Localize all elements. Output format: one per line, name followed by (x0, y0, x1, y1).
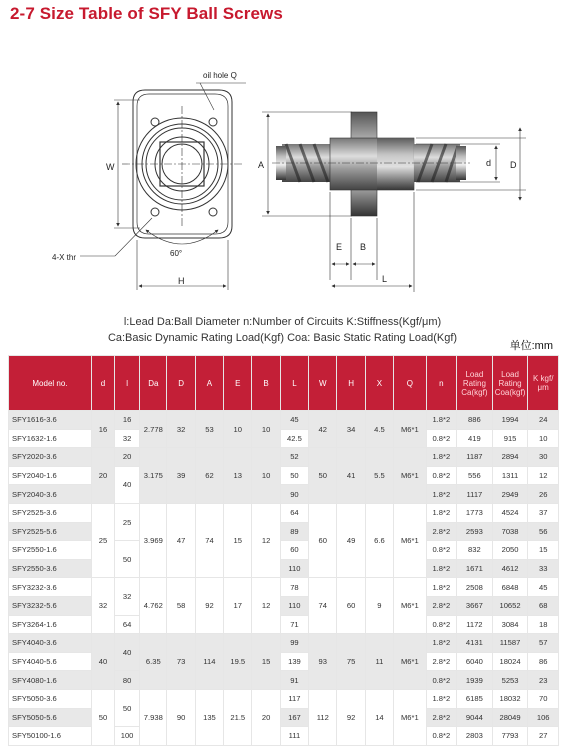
cell-L: 167 (280, 708, 308, 727)
thread-label: 4-X thr (52, 253, 77, 262)
cell-coa: 7793 (492, 727, 528, 746)
cell-ca: 1939 (457, 671, 493, 690)
cell-n: 0.8*2 (426, 541, 456, 560)
cell-n: 0.8*2 (426, 671, 456, 690)
col-coa: Load Rating Coa(kgf) (492, 356, 528, 411)
cell-ca: 1773 (457, 503, 493, 522)
cell-A: 114 (195, 634, 223, 690)
cell-H: 92 (337, 689, 365, 745)
cell-coa: 4524 (492, 503, 528, 522)
cell-ca: 886 (457, 411, 493, 430)
cell-Da: 7.938 (140, 689, 167, 745)
size-table (8, 355, 559, 746)
cell-ca: 2508 (457, 578, 493, 597)
front-view (80, 83, 246, 290)
cell-L: 64 (280, 503, 308, 522)
cell-k: 27 (528, 727, 559, 746)
cell-coa: 18032 (492, 689, 528, 708)
cell-ca: 6185 (457, 689, 493, 708)
cell-k: 45 (528, 578, 559, 597)
cell-Da: 6.35 (140, 634, 167, 690)
cell-ca: 1187 (457, 448, 493, 467)
cell-d: 20 (91, 448, 114, 504)
cell-L: 90 (280, 485, 308, 504)
cell-coa: 5253 (492, 671, 528, 690)
table-row (9, 615, 559, 634)
cell-Q: M6*1 (394, 503, 427, 577)
cell-coa: 915 (492, 429, 528, 448)
cell-H: 60 (337, 578, 365, 634)
cell-A: 135 (195, 689, 223, 745)
cell-k: 68 (528, 596, 559, 615)
table-row (9, 503, 559, 522)
cell-d: 50 (91, 689, 114, 745)
cell-X: 5.5 (365, 448, 393, 504)
dim-e-label: E (336, 242, 343, 252)
col-n: n (426, 356, 456, 411)
cell-model: SFY2550-3.6 (9, 559, 92, 578)
cell-Da: 2.778 (140, 411, 167, 448)
cell-ca: 1172 (457, 615, 493, 634)
cell-X: 6.6 (365, 503, 393, 577)
cell-Da: 3.969 (140, 503, 167, 577)
cell-n: 2.8*2 (426, 596, 456, 615)
side-view (272, 112, 470, 216)
cell-H: 34 (337, 411, 365, 448)
cell-k: 15 (528, 541, 559, 560)
table-row (9, 541, 559, 560)
cell-L: 71 (280, 615, 308, 634)
cell-D: 32 (167, 411, 195, 448)
cell-W: 60 (309, 503, 337, 577)
cell-ca: 2803 (457, 727, 493, 746)
cell-D: 39 (167, 448, 195, 504)
cell-k: 10 (528, 429, 559, 448)
cell-L: 110 (280, 559, 308, 578)
col-L: L (280, 356, 308, 411)
cell-X: 11 (365, 634, 393, 690)
cell-A: 62 (195, 448, 223, 504)
cell-n: 0.8*2 (426, 615, 456, 634)
cell-model: SFY3264-1.6 (9, 615, 92, 634)
cell-H: 75 (337, 634, 365, 690)
cell-n: 1.8*2 (426, 559, 456, 578)
cell-n: 0.8*2 (426, 429, 456, 448)
cell-B: 10 (252, 448, 280, 504)
cell-model: SFY5050-3.6 (9, 689, 92, 708)
cell-L: 117 (280, 689, 308, 708)
col-X: X (365, 356, 393, 411)
col-d: d (91, 356, 114, 411)
cell-model: SFY4080-1.6 (9, 671, 92, 690)
cell-ca: 2593 (457, 522, 493, 541)
table-row (9, 429, 559, 448)
cell-lead: 32 (114, 578, 139, 615)
angle-label: 60° (170, 249, 183, 258)
col-Q: Q (394, 356, 427, 411)
cell-L: 110 (280, 596, 308, 615)
cell-n: 2.8*2 (426, 708, 456, 727)
cell-coa: 11587 (492, 634, 528, 653)
cell-E: 17 (224, 578, 252, 634)
cell-n: 2.8*2 (426, 522, 456, 541)
cell-k: 12 (528, 466, 559, 485)
cell-W: 74 (309, 578, 337, 634)
cell-n: 2.8*2 (426, 652, 456, 671)
cell-A: 92 (195, 578, 223, 634)
table-row (9, 689, 559, 708)
table-row (9, 578, 559, 597)
unit-label: 单位:mm (509, 340, 553, 352)
cell-d: 40 (91, 634, 114, 690)
cell-D: 47 (167, 503, 195, 577)
cell-E: 15 (224, 503, 252, 577)
cell-model: SFY2020-3.6 (9, 448, 92, 467)
cell-L: 60 (280, 541, 308, 560)
cell-L: 91 (280, 671, 308, 690)
dim-l-label: L (382, 274, 388, 284)
cell-W: 42 (309, 411, 337, 448)
cell-model: SFY1632-1.6 (9, 429, 92, 448)
table-body (9, 411, 559, 746)
cell-E: 21.5 (224, 689, 252, 745)
cell-k: 70 (528, 689, 559, 708)
oil-hole-label: oil hole Q (203, 71, 237, 80)
cell-k: 24 (528, 411, 559, 430)
cell-ca: 9044 (457, 708, 493, 727)
table-row (9, 671, 559, 690)
cell-lead: 80 (114, 671, 139, 690)
cell-ca: 556 (457, 466, 493, 485)
table-row (9, 448, 559, 467)
technical-drawing (0, 28, 565, 320)
dim-b-label: B (360, 242, 367, 252)
cell-B: 10 (252, 411, 280, 448)
col-model: Model no. (9, 356, 92, 411)
cell-model: SFY5050-5.6 (9, 708, 92, 727)
cell-lead: 25 (114, 503, 139, 540)
cell-W: 93 (309, 634, 337, 690)
cell-coa: 28049 (492, 708, 528, 727)
cell-k: 26 (528, 485, 559, 504)
table-row (9, 708, 559, 727)
table-row (9, 634, 559, 653)
cell-lead: 20 (114, 448, 139, 467)
cell-k: 37 (528, 503, 559, 522)
col-da: Da (140, 356, 167, 411)
cell-lead: 100 (114, 727, 139, 746)
cell-Q: M6*1 (394, 689, 427, 745)
table-row (9, 522, 559, 541)
cell-n: 1.8*2 (426, 485, 456, 504)
cell-L: 139 (280, 652, 308, 671)
cell-model: SFY50100-1.6 (9, 727, 92, 746)
cell-D: 90 (167, 689, 195, 745)
legend-line-2: Ca:Basic Dynamic Rating Load(Kgf) Coa: Basic Static Rating Load(Kgf) (107, 332, 458, 344)
cell-model: SFY4040-3.6 (9, 634, 92, 653)
cell-H: 49 (337, 503, 365, 577)
cell-model: SFY4040-5.6 (9, 652, 92, 671)
cell-coa: 4612 (492, 559, 528, 578)
cell-B: 12 (252, 578, 280, 634)
cell-L: 111 (280, 727, 308, 746)
cell-ca: 1117 (457, 485, 493, 504)
cell-n: 1.8*2 (426, 634, 456, 653)
cell-k: 56 (528, 522, 559, 541)
col-H: H (337, 356, 365, 411)
cell-n: 1.8*2 (426, 503, 456, 522)
cell-model: SFY3232-5.6 (9, 596, 92, 615)
cell-coa: 2050 (492, 541, 528, 560)
cell-k: 86 (528, 652, 559, 671)
cell-B: 12 (252, 503, 280, 577)
cell-W: 112 (309, 689, 337, 745)
cell-model: SFY2525-5.6 (9, 522, 92, 541)
cell-L: 45 (280, 411, 308, 430)
table-header-row (9, 356, 559, 411)
col-W: W (309, 356, 337, 411)
table-row (9, 652, 559, 671)
cell-B: 15 (252, 634, 280, 690)
cell-X: 14 (365, 689, 393, 745)
cell-model: SFY2040-3.6 (9, 485, 92, 504)
page-title: 2-7 Size Table of SFY Ball Screws (10, 4, 283, 23)
cell-B: 20 (252, 689, 280, 745)
cell-X: 9 (365, 578, 393, 634)
cell-L: 78 (280, 578, 308, 597)
cell-L: 52 (280, 448, 308, 467)
legend-line-1: l:Lead Da:Ball Diameter n:Number of Circuits K:Stiffness(Kgf/μm) (123, 316, 442, 328)
table-row (9, 485, 559, 504)
cell-Q: M6*1 (394, 578, 427, 634)
col-D: D (167, 356, 195, 411)
cell-lead: 16 (114, 411, 139, 430)
cell-D: 73 (167, 634, 195, 690)
cell-k: 106 (528, 708, 559, 727)
table-row (9, 559, 559, 578)
cell-ca: 832 (457, 541, 493, 560)
cell-ca: 1671 (457, 559, 493, 578)
cell-L: 42.5 (280, 429, 308, 448)
cell-Q: M6*1 (394, 634, 427, 690)
col-l: l (114, 356, 139, 411)
cell-k: 18 (528, 615, 559, 634)
cell-coa: 7038 (492, 522, 528, 541)
cell-W: 50 (309, 448, 337, 504)
cell-L: 99 (280, 634, 308, 653)
col-ca: Load Rating Ca(kgf) (457, 356, 493, 411)
cell-n: 1.8*2 (426, 689, 456, 708)
cell-coa: 2949 (492, 485, 528, 504)
cell-lead: 50 (114, 541, 139, 578)
cell-model: SFY2525-3.6 (9, 503, 92, 522)
cell-d: 25 (91, 503, 114, 577)
cell-L: 50 (280, 466, 308, 485)
cell-lead: 32 (114, 429, 139, 448)
cell-ca: 4131 (457, 634, 493, 653)
cell-n: 1.8*2 (426, 411, 456, 430)
cell-coa: 1311 (492, 466, 528, 485)
cell-d: 32 (91, 578, 114, 634)
cell-coa: 3084 (492, 615, 528, 634)
cell-D: 58 (167, 578, 195, 634)
cell-lead: 40 (114, 466, 139, 503)
cell-coa: 6848 (492, 578, 528, 597)
cell-E: 19.5 (224, 634, 252, 690)
cell-n: 1.8*2 (426, 448, 456, 467)
cell-A: 74 (195, 503, 223, 577)
cell-k: 30 (528, 448, 559, 467)
cell-k: 33 (528, 559, 559, 578)
cell-lead: 40 (114, 634, 139, 671)
col-k: K kgf/μm (528, 356, 559, 411)
table-row (9, 596, 559, 615)
cell-Q: M6*1 (394, 411, 427, 448)
table-row (9, 466, 559, 485)
cell-Q: M6*1 (394, 448, 427, 504)
cell-E: 10 (224, 411, 252, 448)
dim-h-label: H (178, 276, 185, 286)
cell-k: 23 (528, 671, 559, 690)
cell-Da: 3.175 (140, 448, 167, 504)
cell-n: 0.8*2 (426, 466, 456, 485)
dim-d-large-label: D (510, 160, 517, 170)
cell-coa: 10652 (492, 596, 528, 615)
cell-coa: 1994 (492, 411, 528, 430)
cell-lead: 50 (114, 689, 139, 726)
cell-ca: 6040 (457, 652, 493, 671)
cell-model: SFY2550-1.6 (9, 541, 92, 560)
cell-X: 4.5 (365, 411, 393, 448)
cell-n: 1.8*2 (426, 578, 456, 597)
table-row (9, 727, 559, 746)
cell-coa: 2894 (492, 448, 528, 467)
cell-H: 41 (337, 448, 365, 504)
cell-ca: 3667 (457, 596, 493, 615)
cell-Da: 4.762 (140, 578, 167, 634)
col-A: A (195, 356, 223, 411)
cell-ca: 419 (457, 429, 493, 448)
dim-a-label: A (258, 160, 265, 170)
table-row (9, 411, 559, 430)
cell-L: 89 (280, 522, 308, 541)
cell-model: SFY3232-3.6 (9, 578, 92, 597)
col-B: B (252, 356, 280, 411)
dim-d-small-label: d (486, 158, 492, 168)
cell-model: SFY1616-3.6 (9, 411, 92, 430)
cell-E: 13 (224, 448, 252, 504)
cell-lead: 64 (114, 615, 139, 634)
dim-w-label: W (106, 162, 115, 172)
cell-n: 0.8*2 (426, 727, 456, 746)
cell-A: 53 (195, 411, 223, 448)
col-E: E (224, 356, 252, 411)
cell-k: 57 (528, 634, 559, 653)
cell-model: SFY2040-1.6 (9, 466, 92, 485)
cell-coa: 18024 (492, 652, 528, 671)
cell-d: 16 (91, 411, 114, 448)
